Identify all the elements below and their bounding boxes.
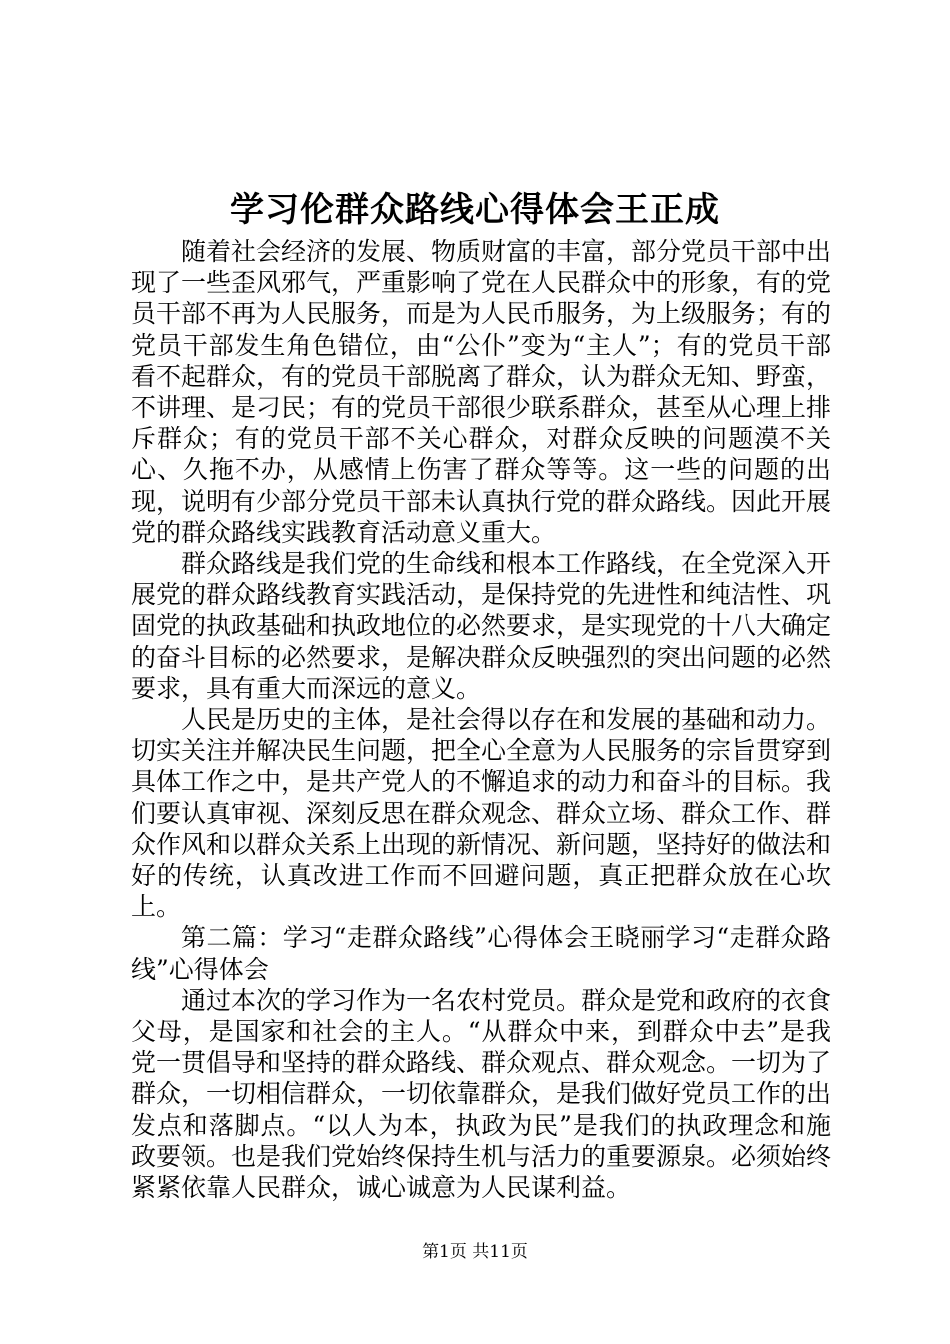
paragraph-5: 通过本次的学习作为一名农村党员。群众是党和政府的衣食父母，是国家和社会的主人。“从群众中来，到群众中去”是我党一贯倡导和坚持的群众路线、群众观点、群众观念。一切为了群众，一切相信群众，一切依靠群众，是我们做好党员工作的出发点和落脚点。“以人为本，执政为民”是我们的执政理念和施政要领。也是我们党始终保持生机与活力的重要源泉。必须始终紧紧依靠人民群众，诚心诚意为人民谋利益。	[131, 985, 832, 1203]
document-title: 学习伦群众路线心得体会王正成	[230, 190, 720, 230]
paragraph-2: 群众路线是我们党的生命线和根本工作路线，在全党深入开展党的群众路线教育实践活动，是保持党的先进性和纯洁性、巩固党的执政基础和执政地位的必然要求，是实现党的十八大确定的奋斗目标的必然要求，是解决群众反映强烈的突出问题的必然要求，具有重大而深远的意义。	[131, 549, 832, 703]
paragraph-3: 人民是历史的主体，是社会得以存在和发展的基础和动力。切实关注并解决民生问题，把全心全意为人民服务的宗旨贯穿到具体工作之中，是共产党人的不懈追求的动力和奋斗的目标。我们要认真审视、深刻反思在群众观念、群众立场、群众工作、群众作风和以群众关系上出现的新情况、新问题，坚持好的做法和好的传统，认真改进工作而不回避问题，真正把群众放在心坎上。	[131, 705, 832, 922]
paragraph-1: 随着社会经济的发展、物质财富的丰富，部分党员干部中出现了一些歪风邪气，严重影响了党在人民群众中的形象，有的党员干部不再为人民服务，而是为人民币服务，为上级服务；有的党员干部发生角色错位，由“公仆”变为“主人”；有的党员干部看不起群众，有的党员干部脱离了群众，认为群众无知、野蛮，不讲理、是刁民；有的党员干部很少联系群众，甚至从心理上排斥群众；有的党员干部不关心群众，对群众反映的问题漠不关心、久拖不办，从感情上伤害了群众等等。这一些的问题的出现，说明有少部分党员干部未认真执行党的群众路线。因此开展党的群众路线实践教育活动意义重大。	[131, 237, 832, 547]
page-number-footer: 第1页 共11页	[422, 1242, 528, 1262]
paragraph-4-section-heading: 第二篇：学习“走群众路线”心得体会王晓丽学习“走群众路线”心得体会	[131, 923, 831, 984]
document-body	[131, 236, 831, 1203]
